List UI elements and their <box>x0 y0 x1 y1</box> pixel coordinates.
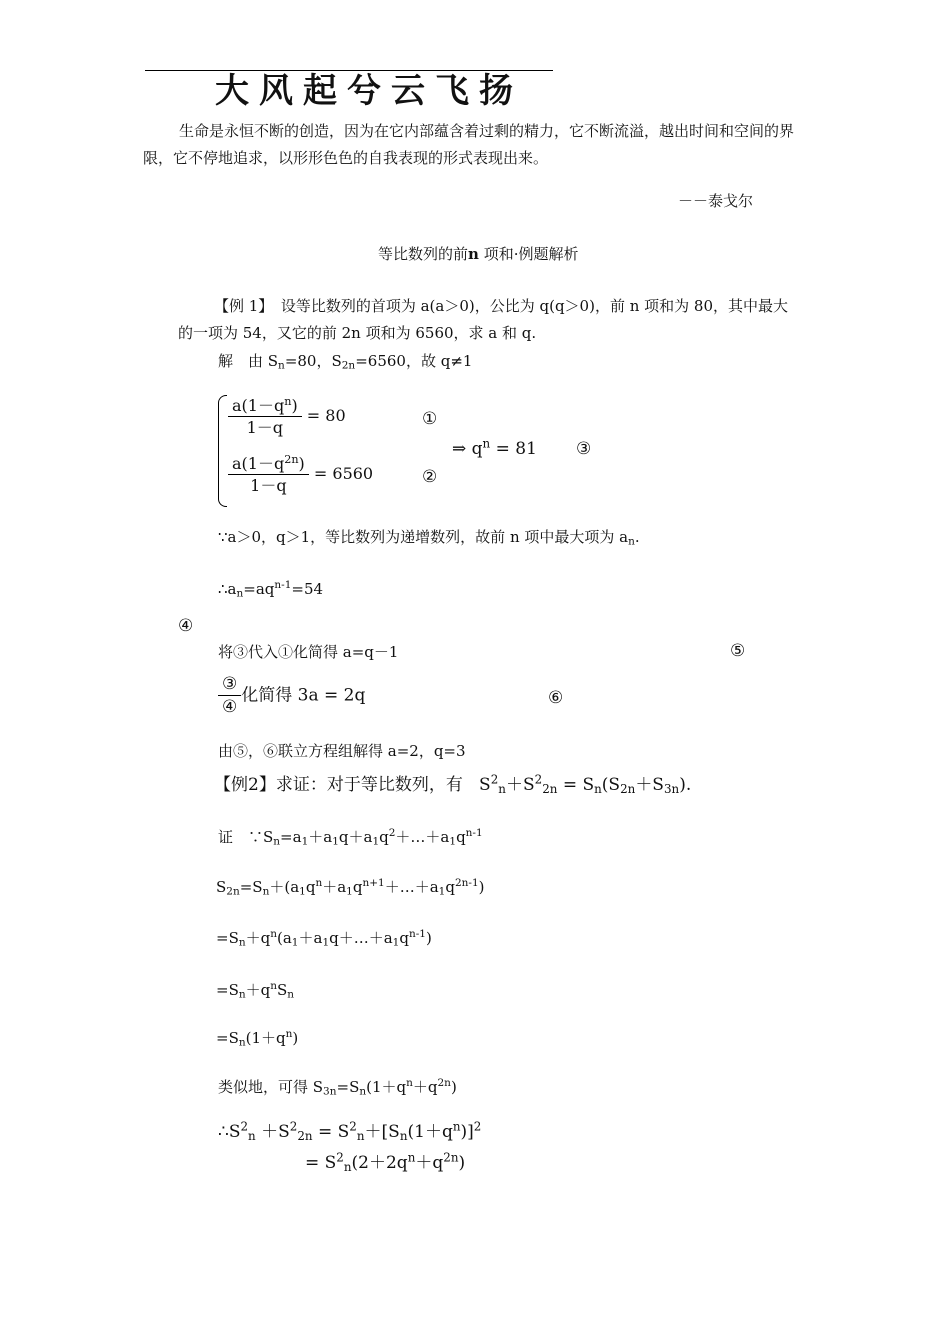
equation-3-mark: ③ <box>576 439 592 459</box>
document-title: 等比数列的前n 项和·例题解析 <box>378 245 579 263</box>
example-1 <box>178 293 788 347</box>
therefore-line: $\therefore a_n=aq^{n-1}=54$ <box>218 579 324 600</box>
substitution-line: 将③代入①化简得 a=q－1 <box>218 643 399 661</box>
example-2-label: 【例2】 <box>214 775 276 795</box>
header-title: 大风起兮云飞扬 <box>215 71 523 111</box>
result-line: 由⑤，⑥联立方程组解得 a=2，q=3 <box>218 742 466 760</box>
proof-line-1: 证 $\because S_n=a_1+a_1q+a_1q^2+\dots+a_1q^{n-1}$ <box>218 827 483 848</box>
ratio-line: $\frac{\text{③}}{\text{④}}$ 化简得 3a = 2q <box>218 674 365 718</box>
equation-4-mark: ④ <box>178 616 194 636</box>
implication: ⇒ $q^n = 81$ <box>452 436 537 459</box>
since-line: ∵a＞0，q＞1，等比数列为递增数列，故前 n 项中最大项为 $a_n$. <box>218 528 640 548</box>
example-2-formula: $S^2_n+S^2_{2n} = S_n(S_{2n}+S_{3n})$. <box>479 772 692 796</box>
equation-2-mark: ② <box>422 467 438 487</box>
proof-line-2: $S_{2n}=S_n+(a_1q^n+a_1q^{n+1}+\dots+a_1q^{2n-1})$ <box>216 877 485 898</box>
proof-line-8: = $S^2_n(2+2q^n+q^{2n})$ <box>305 1150 466 1174</box>
proof-line-3: $=S_n+q^n(a_1+a_1q+\dots+a_1q^{n-1})$ <box>216 928 432 949</box>
equation-5-mark: ⑤ <box>730 641 746 661</box>
equation-1: $\frac{a(1-q^n)}{1-q}$ = 80 <box>228 396 346 437</box>
equation-6-mark: ⑥ <box>548 688 564 708</box>
equation-2: $\frac{a(1-q^{2n})}{1-q}$ = 6560 <box>228 454 373 495</box>
equation-1-mark: ① <box>422 409 438 429</box>
system-brace <box>218 395 227 507</box>
example-1-label: 【例 1】 <box>214 297 266 315</box>
solution-intro: 解 由 $S_n=80$，$S_{2n}=6560$，故 q≠1 <box>218 352 473 372</box>
proof-line-7: $\therefore S^2_n +S^2_{2n} = S^2_n+[S_n(1+q^n)]^2$ <box>218 1119 482 1143</box>
quote-text: 生命是永恒不断的创造，因为在它内部蕴含着过剩的精力，它不断流溢，越出时间和空间的界限，它不停地追求，以形形色色的自我表现的形式表现出来。 <box>143 122 795 167</box>
proof-line-6: 类似地，可得 $S_{3n}=S_n(1+q^n+q^{2n})$ <box>218 1077 457 1098</box>
example-1-text: 设等比数列的首项为 a(a＞0)，公比为 q(q＞0)，前 n 项和为 80，其中最大的一项为 54，又它的前 2n 项和为 6560，求 a 和 q. <box>178 297 789 342</box>
proof-line-5: $=S_n(1+q^n)$ <box>216 1028 299 1049</box>
proof-line-4: $=S_n+q^nS_n$ <box>216 980 295 1001</box>
quote-author: －－泰戈尔 <box>678 192 754 210</box>
example-2: 【例2】求证：对于等比数列，有 $S^2_n+S^2_{2n} = S_n(S_{2n}+S_{3n})$. <box>214 772 692 796</box>
